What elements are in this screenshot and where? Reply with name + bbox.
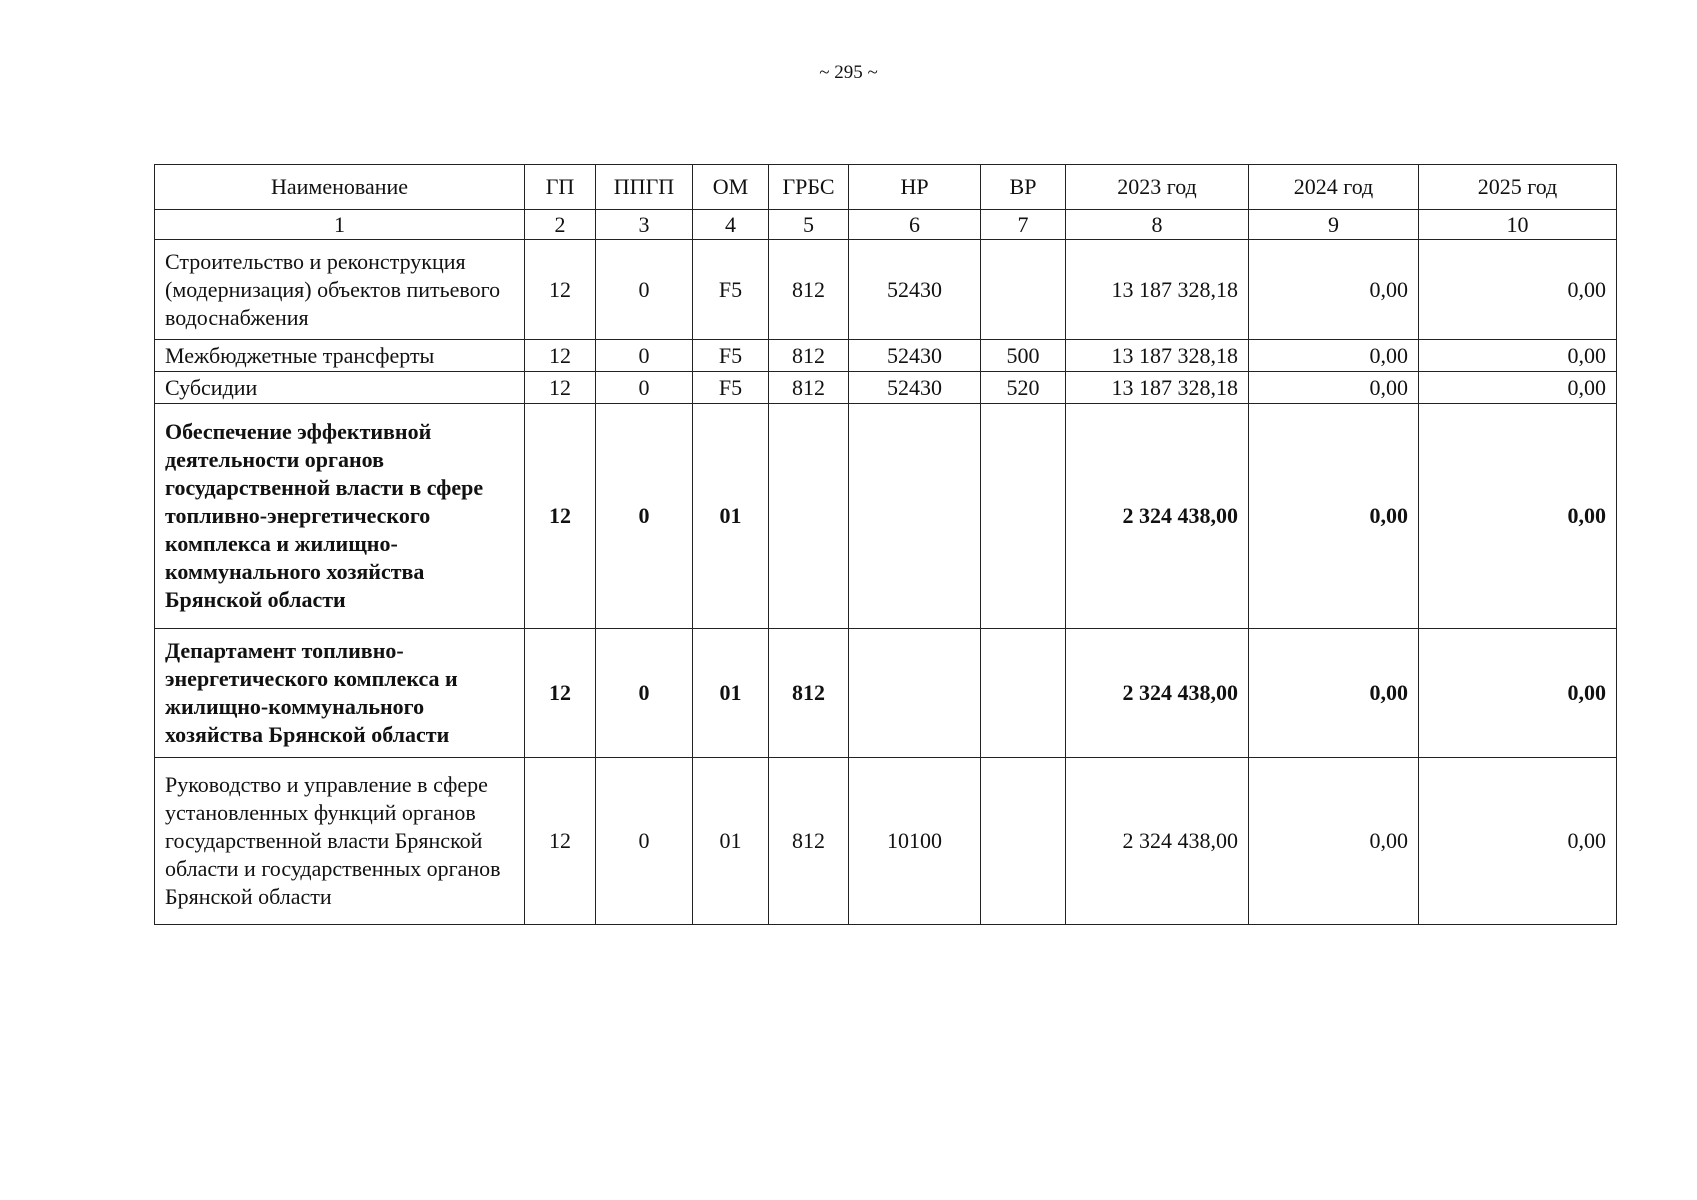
cell-grbs: 812 [769,240,849,340]
cell-grbs: 812 [769,372,849,404]
cell-nr: 10100 [849,758,981,925]
header-name: Наименование [155,165,525,210]
cell-2024: 0,00 [1249,372,1419,404]
cell-grbs: 812 [769,340,849,372]
col-number: 1 [155,210,525,240]
cell-vr: 520 [981,372,1066,404]
cell-gp: 12 [525,629,596,758]
cell-om: 01 [693,404,769,629]
header-grbs: ГРБС [769,165,849,210]
cell-nr [849,404,981,629]
header-ppgp: ППГП [596,165,693,210]
col-number: 5 [769,210,849,240]
cell-2023: 13 187 328,18 [1066,340,1249,372]
cell-grbs [769,404,849,629]
col-number: 3 [596,210,693,240]
col-number: 9 [1249,210,1419,240]
cell-2024: 0,00 [1249,240,1419,340]
cell-2025: 0,00 [1419,340,1617,372]
cell-ppgp: 0 [596,340,693,372]
cell-grbs: 812 [769,629,849,758]
header-vr: ВР [981,165,1066,210]
cell-vr [981,758,1066,925]
cell-grbs: 812 [769,758,849,925]
row-name: Руководство и управление в сфере установленных функций органов государственной власти Брянской области и государственных органов Брянской области [155,758,525,925]
header-nr: НР [849,165,981,210]
header-2024: 2024 год [1249,165,1419,210]
cell-2024: 0,00 [1249,629,1419,758]
table-row [155,340,1617,372]
cell-om: 01 [693,629,769,758]
header-2025: 2025 год [1419,165,1617,210]
page-number: ~ 295 ~ [819,62,878,83]
cell-gp: 12 [525,372,596,404]
cell-2023: 2 324 438,00 [1066,758,1249,925]
row-name: Обеспечение эффективной деятельности органов государственной власти в сфере топливно-энергетического комплекса и жилищно-коммунального хозяйства Брянской области [155,404,525,629]
cell-ppgp: 0 [596,372,693,404]
cell-om: F5 [693,372,769,404]
col-number: 4 [693,210,769,240]
cell-nr: 52430 [849,340,981,372]
cell-nr [849,629,981,758]
header-om: ОМ [693,165,769,210]
row-name: Межбюджетные трансферты [155,340,525,372]
cell-vr [981,404,1066,629]
row-name: Субсидии [155,372,525,404]
cell-2024: 0,00 [1249,758,1419,925]
row-name: Строительство и реконструкция (модернизация) объектов питьевого водоснабжения [155,240,525,340]
table-row [155,629,1617,758]
cell-gp: 12 [525,758,596,925]
cell-vr [981,629,1066,758]
cell-ppgp: 0 [596,629,693,758]
cell-vr: 500 [981,340,1066,372]
cell-2023: 13 187 328,18 [1066,240,1249,340]
cell-2025: 0,00 [1419,629,1617,758]
cell-2025: 0,00 [1419,404,1617,629]
cell-ppgp: 0 [596,240,693,340]
cell-gp: 12 [525,340,596,372]
cell-om: 01 [693,758,769,925]
cell-ppgp: 0 [596,404,693,629]
col-number: 6 [849,210,981,240]
cell-om: F5 [693,340,769,372]
cell-2025: 0,00 [1419,758,1617,925]
col-number: 8 [1066,210,1249,240]
budget-table [154,164,1617,925]
col-number: 7 [981,210,1066,240]
header-2023: 2023 год [1066,165,1249,210]
cell-2024: 0,00 [1249,404,1419,629]
cell-2024: 0,00 [1249,340,1419,372]
cell-gp: 12 [525,240,596,340]
cell-om: F5 [693,240,769,340]
table-row [155,372,1617,404]
table-row [155,240,1617,340]
cell-gp: 12 [525,404,596,629]
cell-2025: 0,00 [1419,240,1617,340]
row-name: Департамент топливно-энергетического комплекса и жилищно-коммунального хозяйства Брянской области [155,629,525,758]
cell-nr: 52430 [849,372,981,404]
cell-2023: 2 324 438,00 [1066,404,1249,629]
cell-2023: 13 187 328,18 [1066,372,1249,404]
col-number: 10 [1419,210,1617,240]
cell-vr [981,240,1066,340]
column-number-row [155,210,1617,240]
col-number: 2 [525,210,596,240]
header-gp: ГП [525,165,596,210]
cell-ppgp: 0 [596,758,693,925]
cell-2023: 2 324 438,00 [1066,629,1249,758]
table-row [155,404,1617,629]
cell-nr: 52430 [849,240,981,340]
header-row [155,165,1617,210]
cell-2025: 0,00 [1419,372,1617,404]
table-row [155,758,1617,925]
